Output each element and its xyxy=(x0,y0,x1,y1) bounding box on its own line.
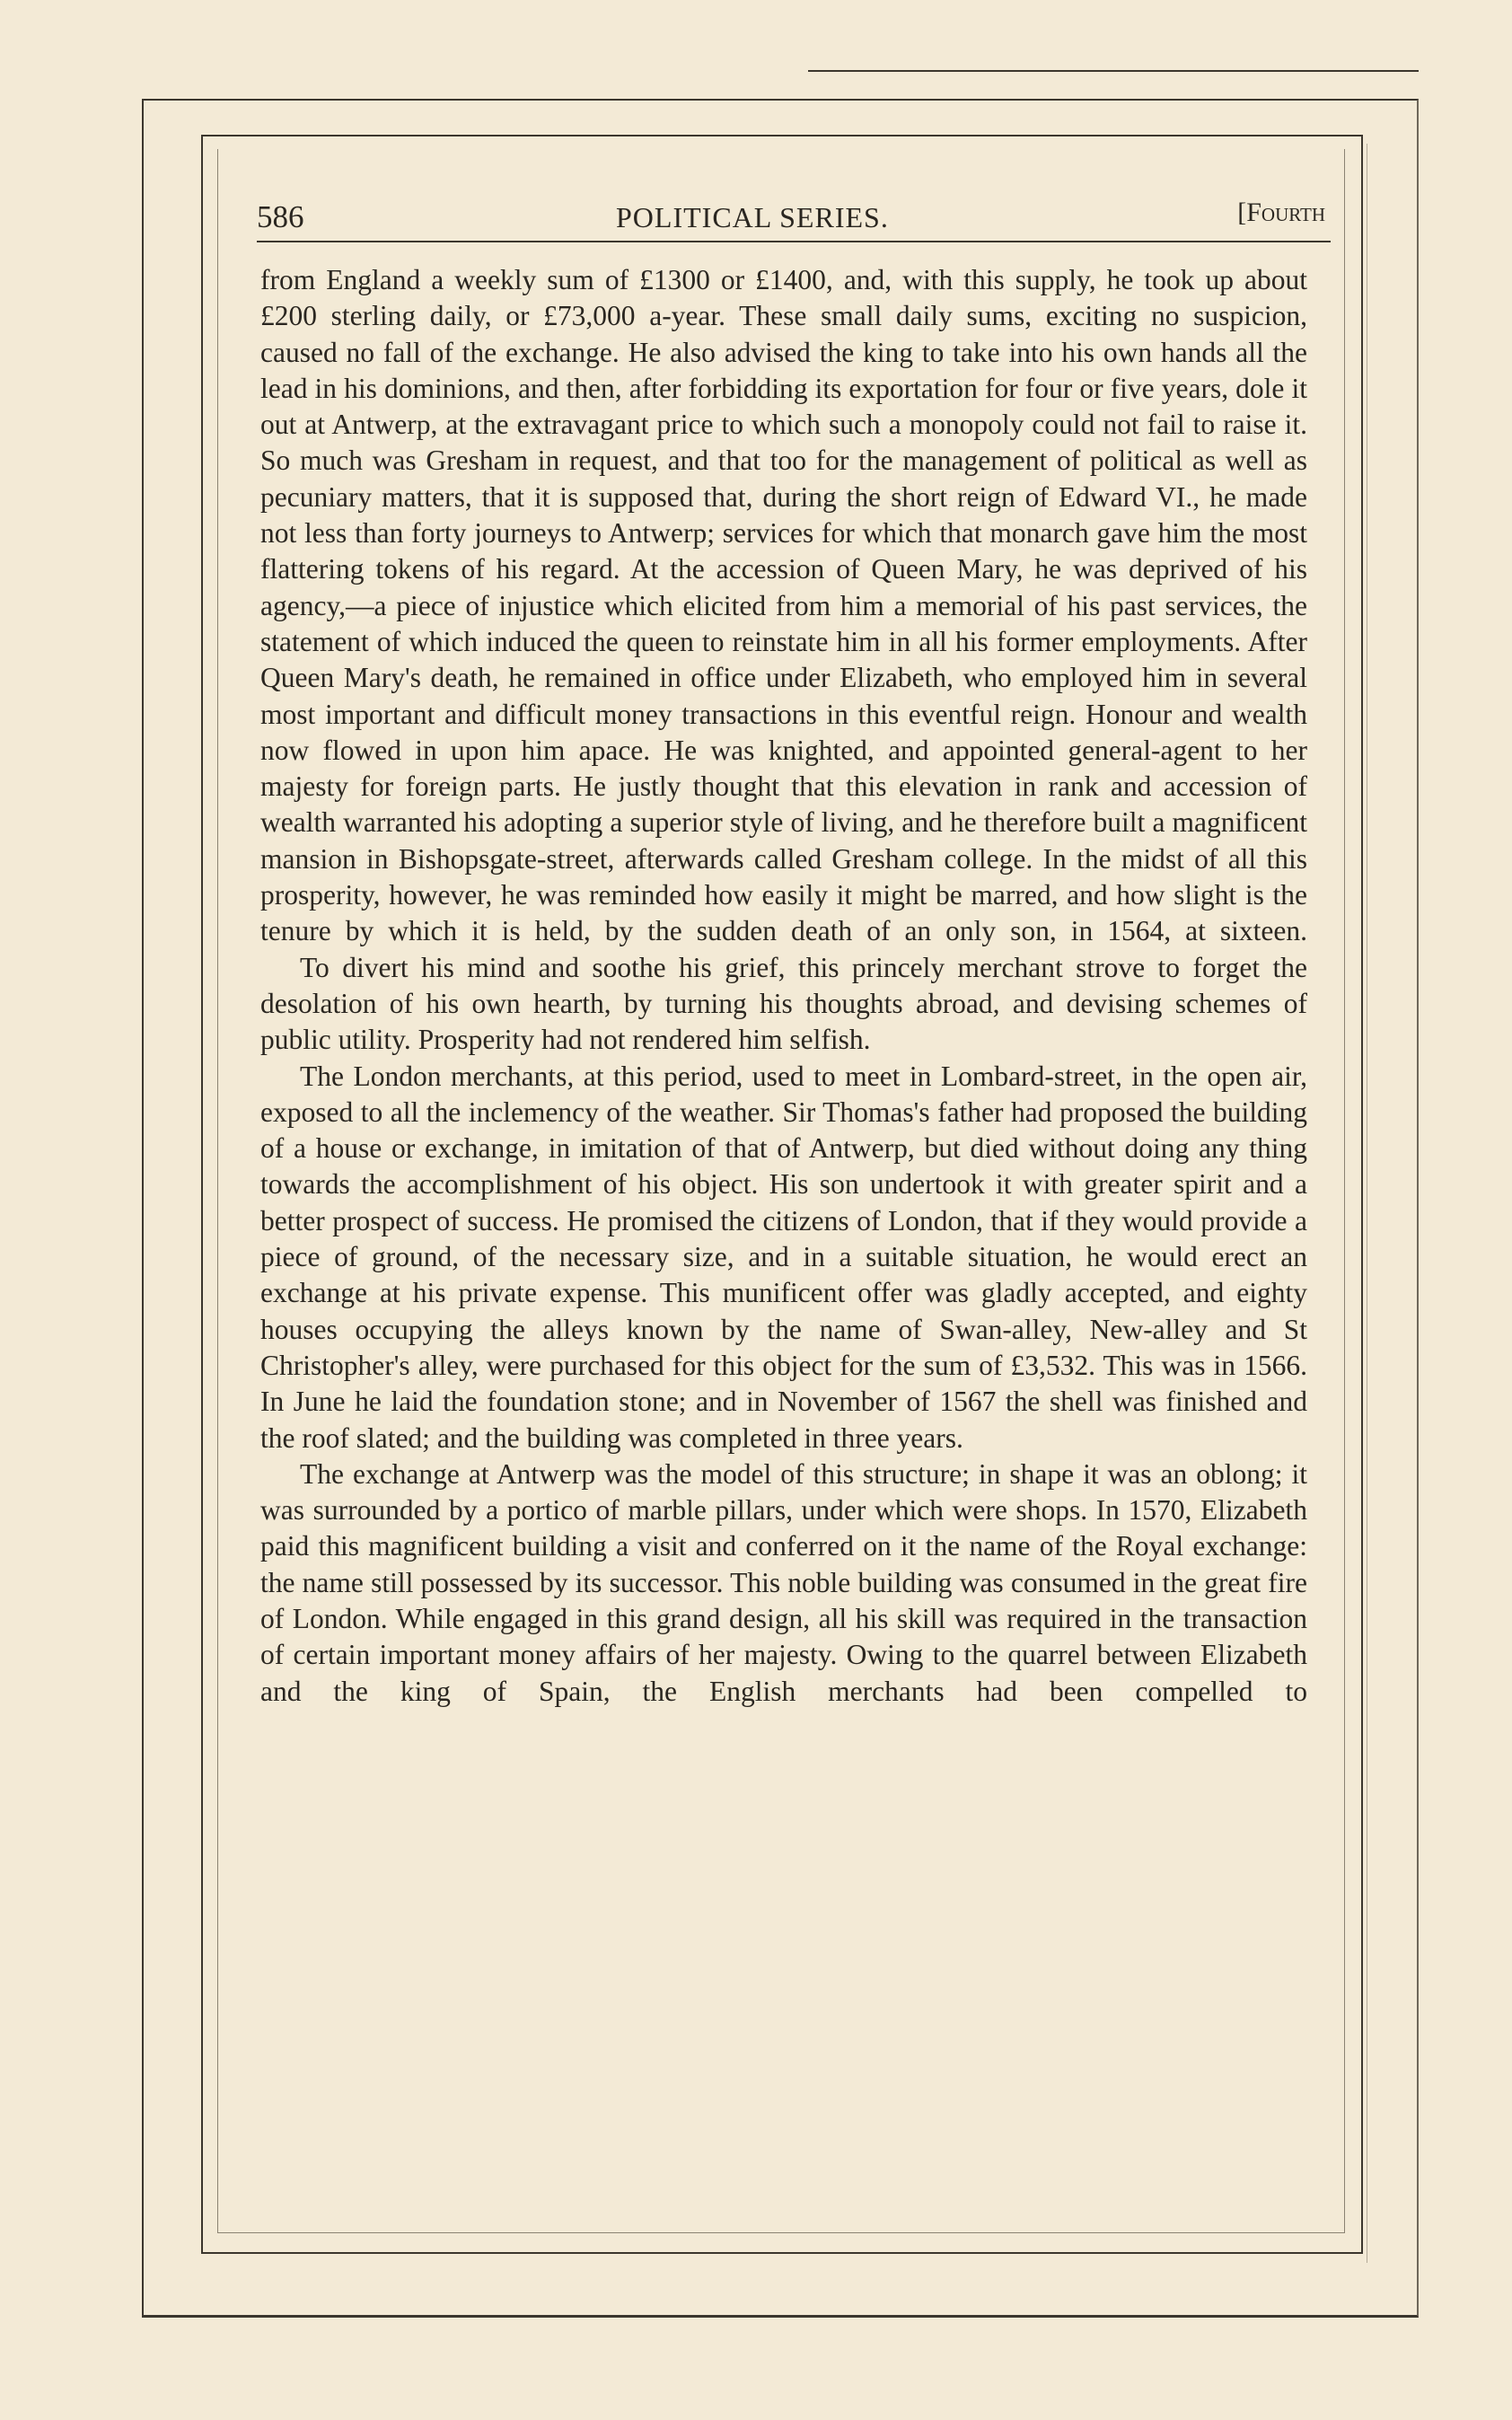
series-title: POLITICAL SERIES. xyxy=(616,201,889,233)
paragraph-divert: To divert his mind and soothe his grief, this princely merchant strove to forget the desolation of his own hearth, by turning his thoughts abroad, and devising schemes of public utility. Prosperity had not rendered him selfish. xyxy=(260,951,1307,1056)
paragraph-continuation: from England a weekly sum of £1300 or £1400, and, with this supply, he took up about £200 sterling daily, or £73,000 a-year. These small daily sums, exciting no suspicion, caused no fall of the exchange. He also advised the king to take into his own hands all the lead in his dominions, and then, after forbidding its exportation for four or five years, dole it out at Antwerp, at the extravagant price to which such a monopoly could not fail to raise it. So much was Gresham in request, and that too for the management of political as well as pecuniary matters, that it is supposed that, during the short reign of Edward VI., he made not less than forty journeys to Antwerp; services for which that monarch gave him the most flattering tokens of his regard. At the accession of Queen Mary, he was deprived of his agency,—a piece of injustice which elicited from him a memorial of his past services, the statement of which induced the queen to reinstate him in all his former employments. After Queen Mary's death, he remained in office under Elizabeth, who employed him in several most important and difficult money transactions in this eventful reign. Honour and wealth now flowed in upon him apace. He was knighted, and appointed general-agent to her majesty for foreign parts. He justly thought that this elevation in rank and accession of wealth warranted his adopting a superior style of living, and he therefore built a magnificent mansion in Bishopsgate-street, afterwards called Gresham college. In the midst of all this prosperity, however, he was reminded how easily it might be marred, and how slight is the tenure by which it is held, by the sudden death of an only son, in 1564, at sixteen. xyxy=(260,264,1307,947)
body-text xyxy=(260,262,1307,1710)
page-number: 586 xyxy=(257,199,304,234)
header-rule xyxy=(257,241,1331,242)
paragraph-exchange-antwerp: The exchange at Antwerp was the model of this structure; in shape it was an oblong; it was surrounded by a portico of marble pillars, under which were shops. In 1570, Elizabeth paid this magnificent building a visit and conferred on it the name of the Royal exchange: the name still possessed by its successor. This noble building was consumed in the great fire of London. While engaged in this grand design, all his skill was required in the transaction of certain important money affairs of her majesty. Owing to the quarrel between Elizabeth and the king of Spain, the English merchants had been compelled to xyxy=(260,1457,1307,1707)
frame-top-line xyxy=(808,70,1419,72)
section-marker: [Fourth xyxy=(1237,198,1325,227)
running-header xyxy=(257,194,1331,244)
paragraph-london-merchants: The London merchants, at this period, used to meet in Lombard-street, in the open air, exposed to all the inclemency of the weather. Sir Thomas's father had proposed the building of a house or exchange, in imitation of that of Antwerp, but died without doing any thing towards the accomplishment of his object. His son undertook it with greater spirit and a better prospect of success. He promised the citizens of London, that if they would provide a piece of ground, of the necessary size, and in a suitable situation, he would erect an exchange at his private expense. This munificent offer was gladly accepted, and eighty houses occupying the alleys known by the name of Swan-alley, New-alley and St Christopher's alley, were purchased for this object for the sum of £3,532. This was in 1566. In June he laid the foundation stone; and in November of 1567 the shell was finished and the roof slated; and the building was completed in three years. xyxy=(260,1060,1307,1454)
